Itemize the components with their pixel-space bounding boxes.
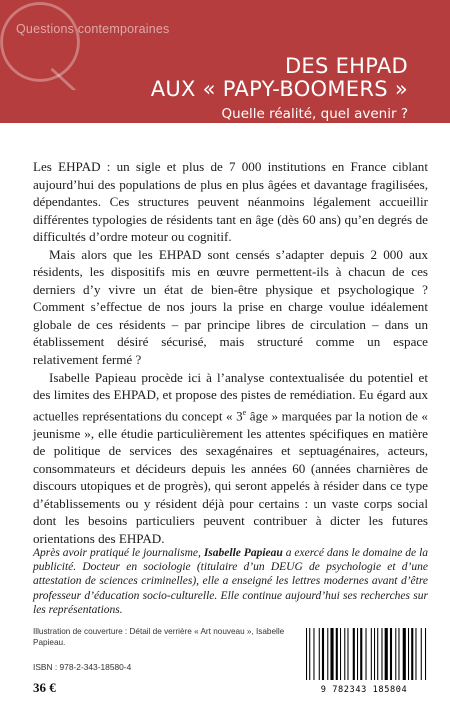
collection-name: Questions contemporaines [16, 22, 170, 36]
book-title-line-1: DES EHPAD [284, 54, 408, 78]
book-title-line-2: AUX « PAPY-BOOMERS » [150, 77, 408, 101]
book-subtitle: Quelle réalité, quel avenir ? [221, 106, 408, 122]
author-bio [33, 546, 428, 617]
q-letter-icon [0, 0, 88, 90]
bio-lead: Après avoir pratiqué le journalisme, [33, 547, 201, 559]
isbn: ISBN : 978-2-343-18580-4 [33, 662, 132, 672]
barcode [300, 626, 428, 696]
blurb-paragraph-2: Mais alors que les EHPAD sont censés s’adapter depuis 2 000 aux résidents, les dispositifs mis en œuvre permettent-ils à chacun de ces derniers d’y vivre un état de bien-être physique et psychologique ? Comment s’effectue de nos jours la prise en charge voulue idéalement globale de ces résidents – par principe libres de circulation – dans un établissement désiré sécurisé, mais structuré comme un espace relativement fermé ? [33, 246, 428, 368]
cover-credit: Illustration de couverture : Détail de verrière « Art nouveau », Isabelle Papieau. [33, 627, 285, 647]
bio-rest: a exercé dans le domaine de la publicité. Docteur en sociologie (titulaire d’un DEUG de psychologie et d’une attestation de sciences criminelles), elle a enseigné les lettres modernes avant d’être professeur d’éducation socio-culturelle. Elle continue aujourd’hui ses recherches sur les représentations. [33, 547, 429, 616]
blurb-paragraph-1: Les EHPAD : un sigle et plus de 7 000 institutions en France ciblant aujourd’hui des populations de plus en plus âgées et davantage fragilisées, dépendantes. Ces structures peuvent néanmoins légalement accueillir différentes typologies de résidents tant en âge (dès 60 ans) qu’en degrés de difficultés d’ordre moteur ou cognitif. [33, 159, 428, 245]
barcode-bars [300, 626, 428, 684]
header-band [0, 0, 450, 123]
barcode-number: 9 782343 185804 [320, 685, 408, 695]
author-name: Isabelle Papieau [203, 547, 283, 559]
price: 36 € [33, 680, 56, 695]
blurb [33, 158, 428, 547]
blurb-paragraph-3: Isabelle Papieau procède ici à l’analyse contextualisée du potentiel et des limites des EHPAD, et propose des pistes de remédiation. Eu égard aux actuelles représentations du concept « 3e âge » marquées par la notion de « jeunisme », elle étudie particulièrement les attentes spécifiques en matière de politique de services des sexagénaires et septuagénaires, acteurs, consommateurs et décideurs depuis les années 60 (années charnières de discours utopiques et de progrès), qui seront appelés à résider dans ce type d’établissements ou y résident déjà pour certains : un vaste corps social dont les besoins particuliers peuvent contribuer à dicter les futures orientations des EHPAD. [33, 369, 428, 546]
